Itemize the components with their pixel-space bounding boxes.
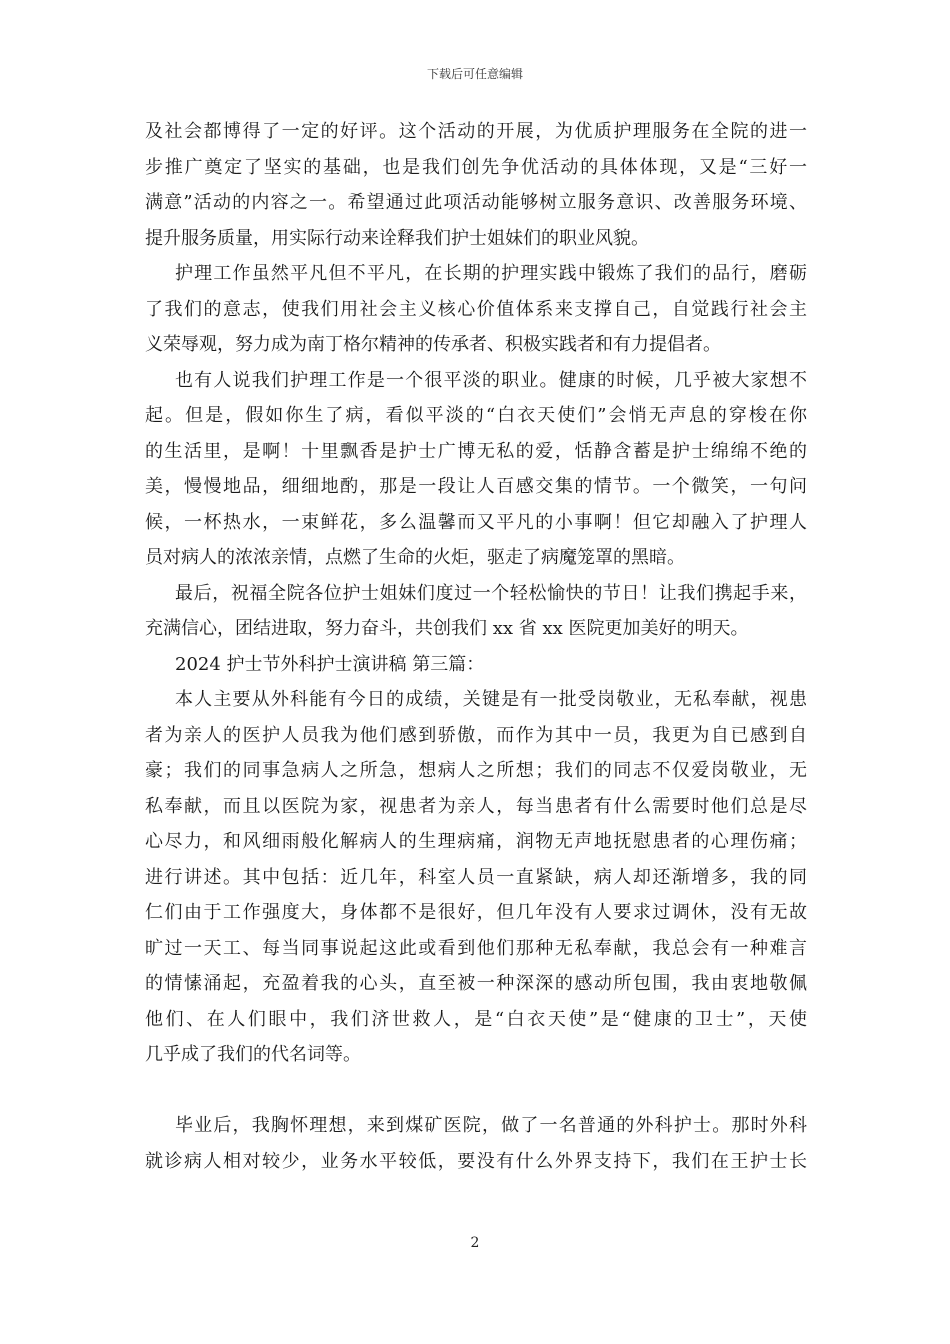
- text-line: 旷过一天工、每当同事说起这此或看到他们那种无私奉献，我总会有一种难言: [145, 937, 807, 959]
- text-line: 几乎成了我们的代名词等。: [145, 1044, 361, 1065]
- text-line: 心尽力，和风细雨般化解病人的生理病痛，润物无声地抚慰患者的心理伤痛；: [145, 831, 807, 852]
- text-line: 步推广奠定了坚实的基础，也是我们创先争优活动的具体体现，又是“三好一: [145, 156, 807, 178]
- text-line: 最后，祝福全院各位护士姐妹们度过一个轻松愉快的节日！让我们携起手来，: [175, 582, 807, 604]
- text-line: 毕业后，我胸怀理想，来到煤矿医院，做了一名普通的外科护士。那时外科: [175, 1115, 807, 1136]
- page-number: 2: [470, 1235, 480, 1251]
- section-heading: 2024 护士节外科护士演讲稿 第三篇：: [175, 653, 485, 675]
- blank-line: [145, 1073, 807, 1109]
- text-line: 也有人说我们护理工作是一个很平淡的职业。健康的时候，几乎被大家想不: [175, 369, 807, 391]
- text-line: 的生活里，是啊！十里飘香是护士广博无私的爱，恬静含蓄是护士绵绵不绝的: [145, 440, 807, 462]
- text-line: 护理工作虽然平凡但不平凡，在长期的护理实践中锻炼了我们的品行，磨砺: [175, 263, 807, 284]
- text-line: 仁们由于工作强度大，身体都不是很好，但几年没有人要求过调休，没有无故: [145, 902, 807, 923]
- document-body: [145, 114, 807, 1179]
- text-line: 者为亲人的医护人员我为他们感到骄傲，而作为其中一员，我更为自已感到自: [145, 724, 807, 746]
- text-line: 的情愫涌起，充盈着我的心头，直至被一种深深的感动所包围，我由衷地敬佩: [145, 973, 807, 994]
- text-line: 及社会都博得了一定的好评。这个活动的开展，为优质护理服务在全院的进一: [145, 121, 807, 142]
- text-line: 他们、在人们眼中，我们济世救人，是“白衣天使”是“健康的卫士”，天使: [145, 1008, 807, 1030]
- text-line: 本人主要从外科能有今日的成绩，关键是有一批受岗敬业，无私奉献，视患: [175, 689, 807, 710]
- text-line: 起。但是，假如你生了病，看似平淡的“白衣天使们”会悄无声息的穿梭在你: [145, 405, 807, 426]
- text-line: 义荣辱观，努力成为南丁格尔精神的传承者、积极实践者和有力提倡者。: [145, 334, 721, 355]
- text-line: 满意”活动的内容之一。希望通过此项活动能够树立服务意识、改善服务环境、: [145, 192, 807, 213]
- text-line: 美，慢慢地品，细细地酌，那是一段让人百感交集的情节。一个微笑，一句问: [145, 476, 807, 497]
- text-line: 就诊病人相对较少，业务水平较低，要没有什么外界支持下，我们在王护士长: [145, 1150, 807, 1172]
- text-line: 豪；我们的同事急病人之所急，想病人之所想；我们的同志不仅爱岗敬业，无: [145, 760, 807, 781]
- page-header: 下载后可任意编辑: [426, 67, 523, 81]
- text-line: 提升服务质量，用实际行动来诠释我们护士姐妹们的职业风貌。: [145, 227, 649, 249]
- text-line: 候，一杯热水，一束鲜花，多么温馨而又平凡的小事啊！但它却融入了护理人: [145, 511, 807, 533]
- text-line: 进行讲述。其中包括：近几年，科室人员一直紧缺，病人却还渐增多，我的同: [145, 866, 807, 888]
- text-line: 充满信心，团结进取，努力奋斗，共创我们 xx 省 xx 医院更加美好的明天。: [145, 618, 749, 639]
- text-line: 私奉献，而且以医院为家，视患者为亲人，每当患者有什么需要时他们总是尽: [145, 795, 807, 817]
- text-line: 员对病人的浓浓亲情，点燃了生命的火炬，驱走了病魔笼罩的黑暗。: [145, 547, 685, 568]
- text-line: 了我们的意志，使我们用社会主义核心价值体系来支撑自己，自觉践行社会主: [145, 298, 807, 320]
